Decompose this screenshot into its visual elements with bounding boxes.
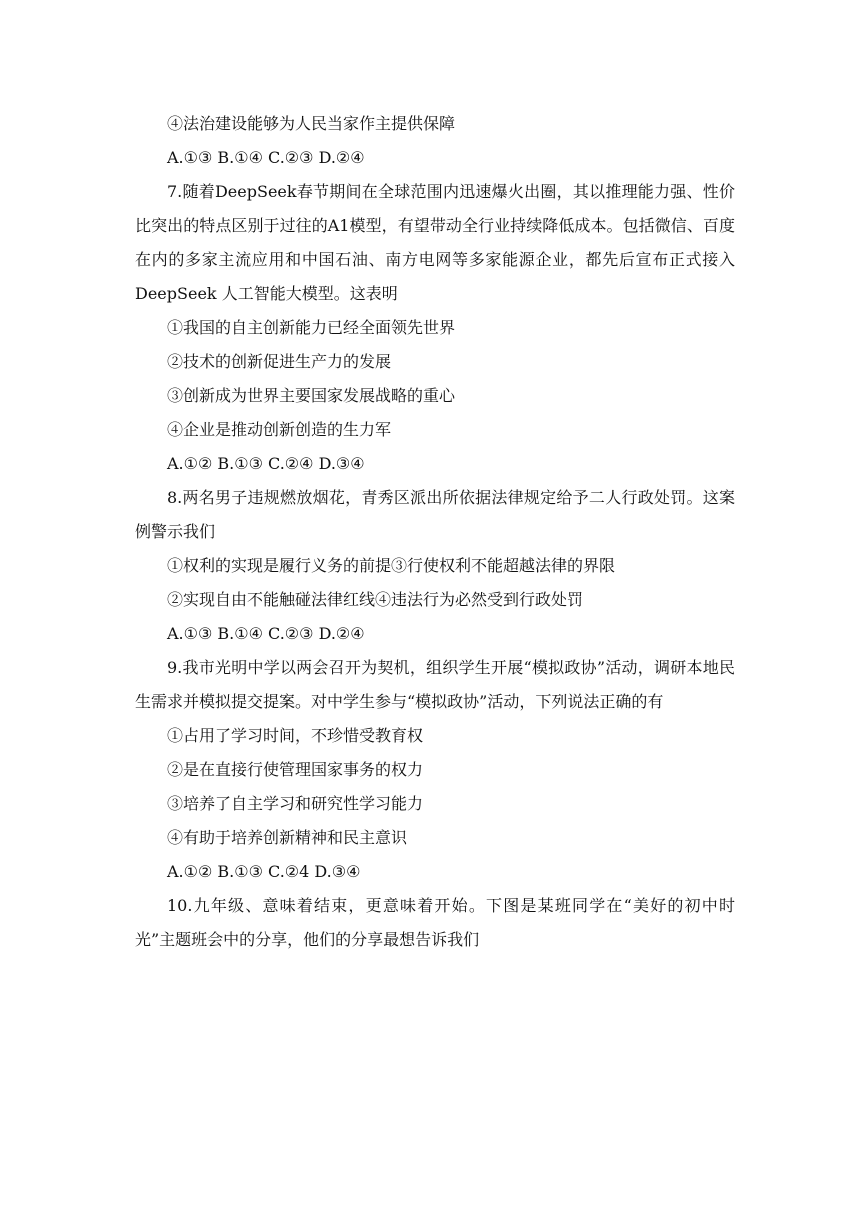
q9-answer-choices: A.①② B.①③ C.②4 D.③④ — [167, 862, 361, 881]
q8-option-2-4: ②实现自由不能触碰法律红线④违法行为必然受到行政处罚 — [167, 590, 584, 609]
q7-option-3: ③创新成为世界主要国家发展战略的重心 — [167, 386, 456, 405]
q9-option-1: ①占用了学习时间，不珍惜受教育权 — [167, 726, 424, 745]
q9-stem: 9.我市光明中学以两会召开为契机，组织学生开展“模拟政协”活动，调研本地民生需求并模拟提交提案。对中学生参与“模拟政协”活动，下列说法正确的有 — [135, 658, 735, 711]
q8-answer-choices: A.①③ B.①④ C.②③ D.②④ — [167, 624, 365, 643]
q7-answer-choices: A.①② B.①③ C.②④ D.③④ — [167, 454, 365, 473]
q8-option-1-3: ①权利的实现是履行义务的前提③行使权利不能超越法律的界限 — [167, 556, 616, 575]
q6-option-4: ④法治建设能够为人民当家作主提供保障 — [167, 114, 456, 133]
q7-option-4: ④企业是推动创新创造的生力军 — [167, 420, 392, 439]
q9-option-2: ②是在直接行使管理国家事务的权力 — [167, 760, 424, 779]
q7-stem: 7.随着DeepSeek春节期间在全球范围内迅速爆火出圈，其以推理能力强、性价比突出的特点区别于过往的A1模型，有望带动全行业持续降低成本。包括微信、百度在内的多家主流应用和中国石油、南方电网等多家能源企业，都先后宣布正式接入DeepSeek 人工智能大模型。这表明 — [135, 182, 735, 303]
q8-stem: 8.两名男子违规燃放烟花，青秀区派出所依据法律规定给予二人行政处罚。这案例警示我们 — [135, 488, 735, 541]
q9-option-4: ④有助于培养创新精神和民主意识 — [167, 828, 408, 847]
q7-option-2: ②技术的创新促进生产力的发展 — [167, 352, 392, 371]
q9-option-3: ③培养了自主学习和研究性学习能力 — [167, 794, 424, 813]
q10-stem: 10.九年级、意味着结束，更意味着开始。下图是某班同学在“美好的初中时光”主题班会中的分享，他们的分享最想告诉我们 — [135, 896, 735, 949]
question-content — [135, 107, 735, 957]
q7-option-1: ①我国的自主创新能力已经全面领先世界 — [167, 318, 456, 337]
q6-answer-choices: A.①③ B.①④ C.②③ D.②④ — [167, 148, 365, 167]
